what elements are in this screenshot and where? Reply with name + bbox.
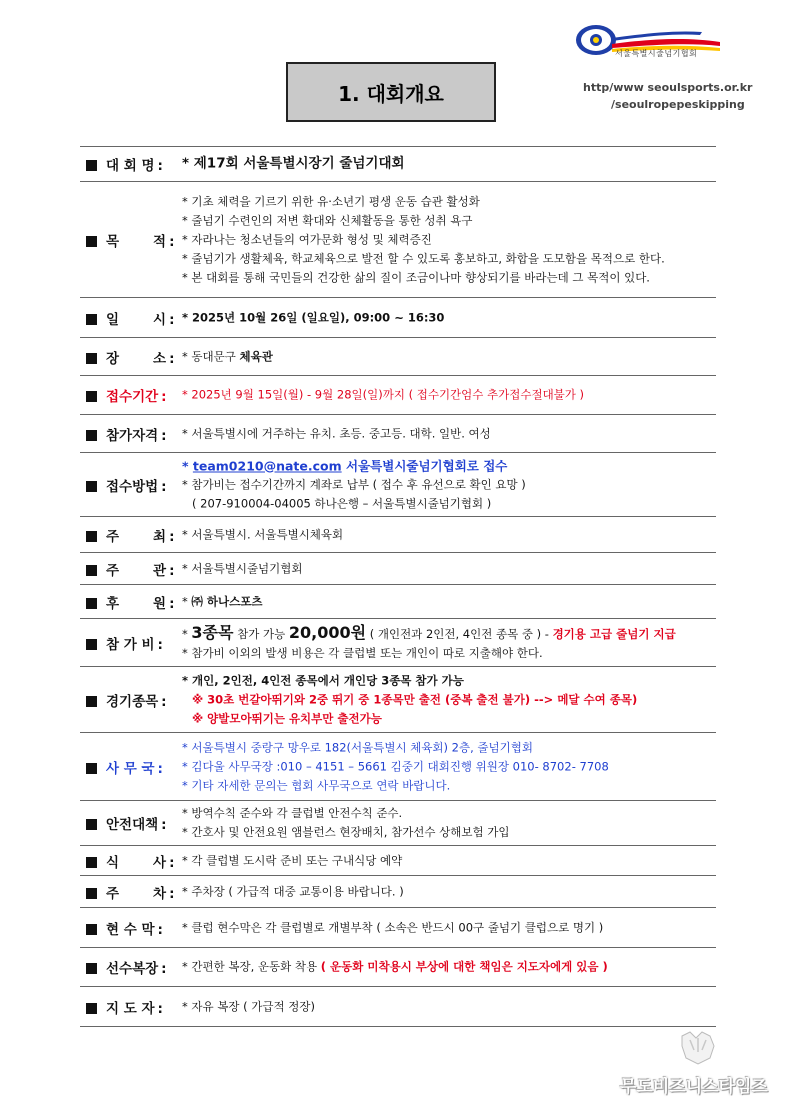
website-line-2: /seoulropepeskipping <box>611 98 745 111</box>
section-title-text: 1. 대회개요 <box>338 81 444 106</box>
label-parking: 주 차 : <box>86 882 175 902</box>
row-date <box>80 298 716 338</box>
fist-icon <box>676 1028 720 1066</box>
label-venue: 장 소 : <box>86 347 175 367</box>
value-fee: * 3종목 참가 가능 20,000원 ( 개인전과 2인전, 4인전 종목 중 ) - 경기용 고급 줄넘기 지급 * 참가비 이외의 발생 비용은 각 클럽별 또는 개인이 따로 지출해야 한다. <box>182 623 676 663</box>
fee-note: * 참가비 이외의 발생 비용은 각 클럽별 또는 개인이 따로 지출해야 한다. <box>182 645 543 660</box>
label-competition-name: 대 회 명 : <box>86 154 163 174</box>
value-competition-name: * 제17회 서울특별시장기 줄넘기대회 <box>182 155 405 172</box>
bullet-square-icon <box>86 819 97 830</box>
association-logo <box>572 22 722 66</box>
bullet-square-icon <box>86 924 97 935</box>
bullet-square-icon <box>86 353 97 364</box>
label-reception-period: 접수기간 : <box>86 385 167 405</box>
value-eligibility: * 서울특별시에 거주하는 유치. 초등. 중고등. 대학. 일반. 여성 <box>182 426 491 440</box>
row-coach <box>80 987 716 1027</box>
value-venue: * 동대문구 체육관 <box>182 349 273 363</box>
bullet-square-icon <box>86 639 97 650</box>
office-address: * 서울특별시 중랑구 망우로 182(서울특별시 체육회) 2층, 줄넘기협회 <box>182 740 533 754</box>
bullet-square-icon <box>86 481 97 492</box>
bullet-square-icon <box>86 236 97 247</box>
bullet-square-icon <box>86 598 97 609</box>
label-office: 사 무 국 : <box>86 757 163 777</box>
value-purpose <box>182 192 665 287</box>
bullet-square-icon <box>86 160 97 171</box>
row-host <box>80 517 716 553</box>
row-meals <box>80 846 716 876</box>
row-organizer <box>80 553 716 585</box>
watermark <box>620 1028 770 1108</box>
bullet-square-icon <box>86 531 97 542</box>
purpose-line: * 본 대회를 통해 국민들의 건강한 삶의 질이 조금이나마 향상되기를 바라는데 그 목적이 있다. <box>182 270 650 284</box>
value-banner: * 클럽 현수막은 각 클럽별로 개별부착 ( 소속은 반드시 00구 줄넘기 클럽으로 명기 ) <box>182 920 604 934</box>
label-events: 경기종목 : <box>86 690 167 710</box>
label-sponsor: 후 원 : <box>86 592 175 612</box>
bank-account-line: ( 207-910004-04005 하나은행 – 서울특별시줄넘기협회 ) <box>192 496 492 510</box>
purpose-line: * 자라나는 청소년들의 여가문화 형성 및 체력증진 <box>182 232 432 246</box>
label-meals: 식 사 : <box>86 851 175 871</box>
row-reception-method <box>80 453 716 517</box>
row-venue <box>80 338 716 376</box>
label-reception-method: 접수방법 : <box>86 475 167 495</box>
label-host: 주 최 : <box>86 525 175 545</box>
value-parking: * 주차장 ( 가급적 대중 교통이용 바랍니다. ) <box>182 884 404 898</box>
bullet-square-icon <box>86 763 97 774</box>
bullet-square-icon <box>86 857 97 868</box>
bullet-square-icon <box>86 430 97 441</box>
value-safety <box>182 804 509 842</box>
row-eligibility <box>80 415 716 453</box>
label-coach: 지 도 자 : <box>86 997 163 1017</box>
purpose-line: * 줄넘기가 생활체육, 학교체육으로 발전 할 수 있도록 홍보하고, 화합을 도모함을 목적으로 한다. <box>182 251 665 265</box>
row-competition-name <box>80 146 716 182</box>
office-contacts: * 김다울 사무국장 :010 – 4151 – 5661 김중기 대회진행 위원장 010- 8702- 7708 <box>182 759 609 773</box>
section-title <box>286 62 496 122</box>
safety-line: * 간호사 및 안전요원 앰블런스 현장배치, 참가선수 상해보험 가입 <box>182 825 510 839</box>
label-purpose: 목 적 : <box>86 230 175 250</box>
events-note: ※ 양발모아뛰기는 유치부만 출전가능 <box>192 711 382 725</box>
value-reception-method: * team0210@nate.com 서울특별시줄넘기협회로 접수 * 참가비는 접수기간까지 계좌로 납부 ( 접수 후 유선으로 확인 요망 ) ( 207-910004-04005 하나은행 – 서울특별시줄넘기협회 ) <box>182 456 526 513</box>
bullet-square-icon <box>86 314 97 325</box>
bullet-square-icon <box>86 888 97 899</box>
watermark-text: 무도비즈니스타임즈 <box>620 1077 768 1097</box>
row-sponsor <box>80 585 716 619</box>
bullet-square-icon <box>86 1003 97 1014</box>
reception-method-line: * 참가비는 접수기간까지 계좌로 납부 ( 접수 후 유선으로 확인 요망 ) <box>182 477 526 491</box>
logo-text: 서울특별시줄넘기협회 <box>615 49 698 58</box>
label-eligibility: 참가자격 : <box>86 424 167 444</box>
label-organizer: 주 관 : <box>86 559 175 579</box>
bullet-square-icon <box>86 696 97 707</box>
label-uniform: 선수복장 : <box>86 957 167 977</box>
row-uniform <box>80 948 716 987</box>
row-reception-period <box>80 376 716 415</box>
row-fee <box>80 619 716 667</box>
website-address <box>583 79 752 113</box>
value-host: * 서울특별시. 서울특별시체육회 <box>182 527 344 541</box>
label-fee: 참 가 비 : <box>86 633 163 653</box>
value-uniform: * 간편한 복장, 운동화 착용 ( 운동화 미착용시 부상에 대한 책임은 지도자에게 있음 ) <box>182 959 608 974</box>
row-purpose <box>80 182 716 298</box>
label-banner: 현 수 막 : <box>86 918 163 938</box>
overview-table <box>80 146 716 1027</box>
value-organizer: * 서울특별시줄넘기협회 <box>182 561 303 575</box>
safety-line: * 방역수칙 준수와 각 클럽별 안전수칙 준수. <box>182 806 403 820</box>
bullet-square-icon <box>86 565 97 576</box>
events-note: ※ 30초 번갈아뛰기와 2중 뛰기 중 1종목만 출전 (중복 출전 불가) --> 메달 수여 종목) <box>192 692 638 706</box>
value-meals: * 각 클럽별 도시락 준비 또는 구내식당 예약 <box>182 853 403 867</box>
value-office <box>182 738 609 795</box>
row-banner <box>80 908 716 948</box>
purpose-line: * 기초 체력을 기르기 위한 유·소년기 평생 운동 습관 활성화 <box>182 194 480 208</box>
value-sponsor: * ㈜ 하나스포츠 <box>182 594 263 608</box>
email-link[interactable]: team0210@nate.com <box>192 458 342 473</box>
website-line-1: http/www seoulsports.or.kr <box>583 81 753 94</box>
value-reception-period: * 2025년 9월 15일(월) - 9월 28일(일)까지 ( 접수기간엄수 추가접수절대불가 ) <box>182 387 585 402</box>
row-safety <box>80 801 716 846</box>
events-line: * 개인, 2인전, 4인전 종목에서 개인당 3종목 참가 가능 <box>182 673 464 687</box>
purpose-line: * 줄넘기 수련인의 저변 확대와 신체활동을 통한 성취 욕구 <box>182 213 473 227</box>
office-inquiry: * 기타 자세한 문의는 협회 사무국으로 연락 바랍니다. <box>182 778 451 792</box>
bullet-square-icon <box>86 963 97 974</box>
label-safety: 안전대책 : <box>86 813 167 833</box>
row-events <box>80 667 716 733</box>
label-date: 일 시 : <box>86 308 175 328</box>
value-date: * 2025년 10월 26일 (일요일), 09:00 ~ 16:30 <box>182 310 445 324</box>
row-parking <box>80 876 716 908</box>
bullet-square-icon <box>86 391 97 402</box>
value-coach: * 자유 복장 ( 가급적 정장) <box>182 999 315 1013</box>
value-events <box>182 671 637 728</box>
row-office <box>80 733 716 801</box>
